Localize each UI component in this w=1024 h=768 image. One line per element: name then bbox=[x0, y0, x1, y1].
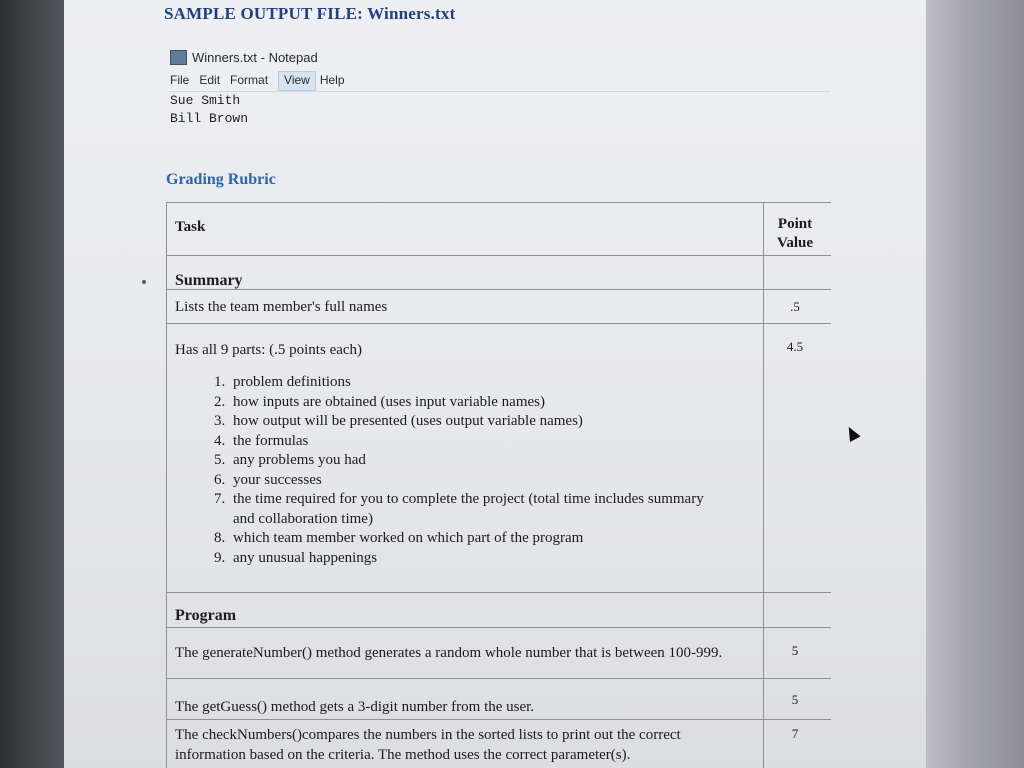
rubric-table bbox=[166, 202, 831, 768]
notepad-text-area[interactable] bbox=[170, 92, 248, 128]
monitor-bezel-left bbox=[0, 0, 64, 768]
sample-output-title: SAMPLE OUTPUT FILE: Winners.txt bbox=[164, 4, 456, 23]
program-row-2-points: 5 bbox=[791, 692, 799, 707]
program-row-3-task: The checkNumbers()compares the numbers in the sorted lists to print out the correct information based on the criteria. The method uses the correct parameter(s). bbox=[175, 727, 681, 763]
notepad-icon bbox=[170, 50, 187, 65]
program-row-1-task: The generateNumber() method generates a random whole number that is between 100-999. bbox=[175, 645, 723, 661]
list-item: 9. any unusual happenings bbox=[229, 549, 729, 569]
notepad-line-1: Sue Smith bbox=[170, 93, 241, 108]
summary-parts-list bbox=[209, 373, 729, 568]
list-item: 8. which team member worked on which part of the program bbox=[229, 529, 729, 549]
program-row-2-task: The getGuess() method gets a 3-digit number from the user. bbox=[175, 699, 535, 715]
notepad-menubar bbox=[170, 71, 830, 92]
header-point-line2: Value bbox=[776, 235, 814, 251]
summary-row-2-task: Has all 9 parts: (.5 points each) bbox=[175, 342, 363, 358]
bullet-mark bbox=[142, 280, 146, 284]
list-item: 4. the formulas bbox=[229, 432, 729, 452]
summary-section-row bbox=[167, 256, 831, 290]
table-header-row bbox=[167, 203, 831, 256]
table-row bbox=[167, 628, 831, 679]
notepad-screenshot bbox=[170, 46, 830, 134]
table-row bbox=[167, 679, 831, 720]
list-item: 1. problem definitions bbox=[229, 373, 729, 393]
header-task: Task bbox=[175, 219, 206, 235]
program-row-1-points: 5 bbox=[791, 643, 799, 658]
list-item: 2. how inputs are obtained (uses input variable names) bbox=[229, 393, 729, 413]
summary-row-1-points: .5 bbox=[790, 299, 800, 314]
list-item: 5. any problems you had bbox=[229, 451, 729, 471]
monitor-bezel-right bbox=[926, 0, 1024, 768]
notepad-window-title: Winners.txt - Notepad bbox=[192, 49, 318, 65]
table-row bbox=[167, 290, 831, 324]
document-page bbox=[64, 0, 926, 768]
header-point-line1: Point bbox=[777, 216, 813, 232]
menu-edit[interactable]: Edit bbox=[199, 73, 221, 87]
list-item: 3. how output will be presented (uses output variable names) bbox=[229, 412, 729, 432]
menu-help[interactable]: Help bbox=[319, 73, 345, 87]
list-item: 6. your successes bbox=[229, 471, 729, 491]
notepad-titlebar bbox=[170, 46, 318, 68]
program-row-3-points: 7 bbox=[791, 726, 799, 741]
summary-section-label: Summary bbox=[175, 272, 243, 289]
menu-file[interactable]: File bbox=[170, 73, 190, 87]
notepad-line-2: Bill Brown bbox=[170, 111, 249, 126]
menu-format[interactable]: Format bbox=[230, 73, 269, 87]
menu-view[interactable]: View bbox=[278, 71, 316, 91]
summary-row-2-points: 4.5 bbox=[786, 339, 804, 354]
list-item: 7. the time required for you to complete the project (total time includes summary and collaboration time) bbox=[229, 490, 729, 529]
grading-rubric-title: Grading Rubric bbox=[166, 171, 276, 188]
header-point-value bbox=[763, 215, 827, 253]
program-section-row bbox=[167, 593, 831, 628]
program-section-label: Program bbox=[175, 607, 237, 624]
table-row bbox=[167, 720, 831, 768]
summary-row-1-task: Lists the team member's full names bbox=[175, 299, 388, 315]
